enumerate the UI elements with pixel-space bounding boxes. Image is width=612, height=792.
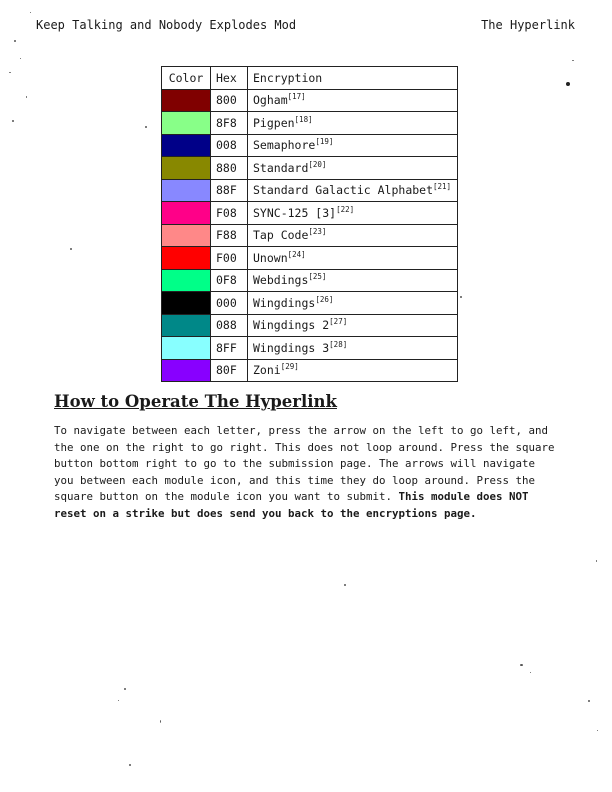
- table-row: [162, 224, 458, 247]
- encryption-cell: [248, 179, 458, 202]
- instructions-bold-note: This module does NOT reset on a strike but does send you back to the encryptions page.: [54, 490, 529, 520]
- color-swatch: [162, 112, 211, 135]
- color-swatch: [162, 337, 211, 360]
- table-row: [162, 89, 458, 112]
- color-swatch: [162, 89, 211, 112]
- column-header-color: Color: [162, 67, 211, 90]
- encryption-name: Standard: [253, 160, 309, 175]
- encryption-name: Ogham: [253, 93, 288, 108]
- color-swatch: [162, 269, 211, 292]
- table-header-row: [162, 67, 458, 90]
- encryption-name: Webdings: [253, 273, 309, 288]
- table-row: [162, 359, 458, 382]
- encryption-name: Standard Galactic Alphabet: [253, 183, 434, 198]
- hex-cell: 88F: [211, 179, 248, 202]
- encryption-cell: [248, 157, 458, 180]
- encryption-name: Wingdings 2: [253, 318, 330, 333]
- hex-cell: 80F: [211, 359, 248, 382]
- encryption-cell: [248, 247, 458, 270]
- hex-cell: F00: [211, 247, 248, 270]
- reference-link[interactable]: [22]: [336, 204, 355, 214]
- hex-cell: 0F8: [211, 269, 248, 292]
- hex-cell: 000: [211, 292, 248, 315]
- reference-link[interactable]: [27]: [329, 317, 348, 327]
- reference-link[interactable]: [19]: [315, 137, 334, 147]
- encryption-name: Wingdings 3: [253, 340, 330, 355]
- hex-cell: 800: [211, 89, 248, 112]
- color-swatch: [162, 292, 211, 315]
- column-header-encryption: Encryption: [248, 67, 458, 90]
- table-row: [162, 292, 458, 315]
- table-row: [162, 202, 458, 225]
- color-swatch: [162, 359, 211, 382]
- encryption-cell: [248, 337, 458, 360]
- header-module-name: The Hyperlink: [481, 18, 575, 32]
- encryption-name: Pigpen: [253, 115, 295, 130]
- reference-link[interactable]: [23]: [308, 227, 327, 237]
- table-row: [162, 112, 458, 135]
- reference-link[interactable]: [25]: [308, 272, 327, 282]
- encryption-name: Semaphore: [253, 138, 316, 153]
- reference-link[interactable]: [29]: [280, 362, 299, 372]
- table-row: [162, 314, 458, 337]
- encryption-cell: [248, 314, 458, 337]
- column-header-hex: Hex: [211, 67, 248, 90]
- instructions-text: To navigate between each letter, press the arrow on the left to go left, and the one on the right to go right. This does not loop around. Press the square button bottom right to go to the submission page. The arrows will navigate you between each module icon, and this time they do loop around. Press the square button on the module icon you want to submit.: [54, 424, 555, 503]
- encryption-table-body: [162, 89, 458, 382]
- reference-link[interactable]: [26]: [315, 294, 334, 304]
- color-swatch: [162, 202, 211, 225]
- encryption-cell: [248, 112, 458, 135]
- encryption-table: [161, 66, 458, 382]
- table-row: [162, 337, 458, 360]
- encryption-name: Wingdings: [253, 295, 316, 310]
- reference-link[interactable]: [21]: [433, 182, 452, 192]
- encryption-cell: [248, 359, 458, 382]
- encryption-name: SYNC-125 [3]: [253, 205, 337, 220]
- color-swatch: [162, 134, 211, 157]
- header-module-series: Keep Talking and Nobody Explodes Mod: [36, 18, 297, 32]
- encryption-name: Tap Code: [253, 228, 309, 243]
- reference-link[interactable]: [24]: [287, 249, 306, 259]
- hex-cell: F88: [211, 224, 248, 247]
- hex-cell: 8F8: [211, 112, 248, 135]
- color-swatch: [162, 247, 211, 270]
- reference-link[interactable]: [28]: [329, 339, 348, 349]
- instructions-paragraph: [54, 423, 559, 522]
- encryption-cell: [248, 89, 458, 112]
- encryption-cell: [248, 224, 458, 247]
- encryption-cell: [248, 269, 458, 292]
- reference-link[interactable]: [20]: [308, 159, 327, 169]
- encryption-name: Zoni: [253, 363, 281, 378]
- table-row: [162, 134, 458, 157]
- encryption-cell: [248, 292, 458, 315]
- color-swatch: [162, 224, 211, 247]
- color-swatch: [162, 179, 211, 202]
- table-row: [162, 269, 458, 292]
- color-swatch: [162, 314, 211, 337]
- hex-cell: 088: [211, 314, 248, 337]
- encryption-cell: [248, 134, 458, 157]
- color-swatch: [162, 157, 211, 180]
- encryption-name: Unown: [253, 250, 288, 265]
- hex-cell: 008: [211, 134, 248, 157]
- encryption-cell: [248, 202, 458, 225]
- table-row: [162, 179, 458, 202]
- hex-cell: F08: [211, 202, 248, 225]
- section-title: How to Operate The Hyperlink: [54, 392, 337, 411]
- hex-cell: 880: [211, 157, 248, 180]
- table-row: [162, 157, 458, 180]
- table-row: [162, 247, 458, 270]
- reference-link[interactable]: [17]: [287, 92, 306, 102]
- reference-link[interactable]: [18]: [294, 114, 313, 124]
- hex-cell: 8FF: [211, 337, 248, 360]
